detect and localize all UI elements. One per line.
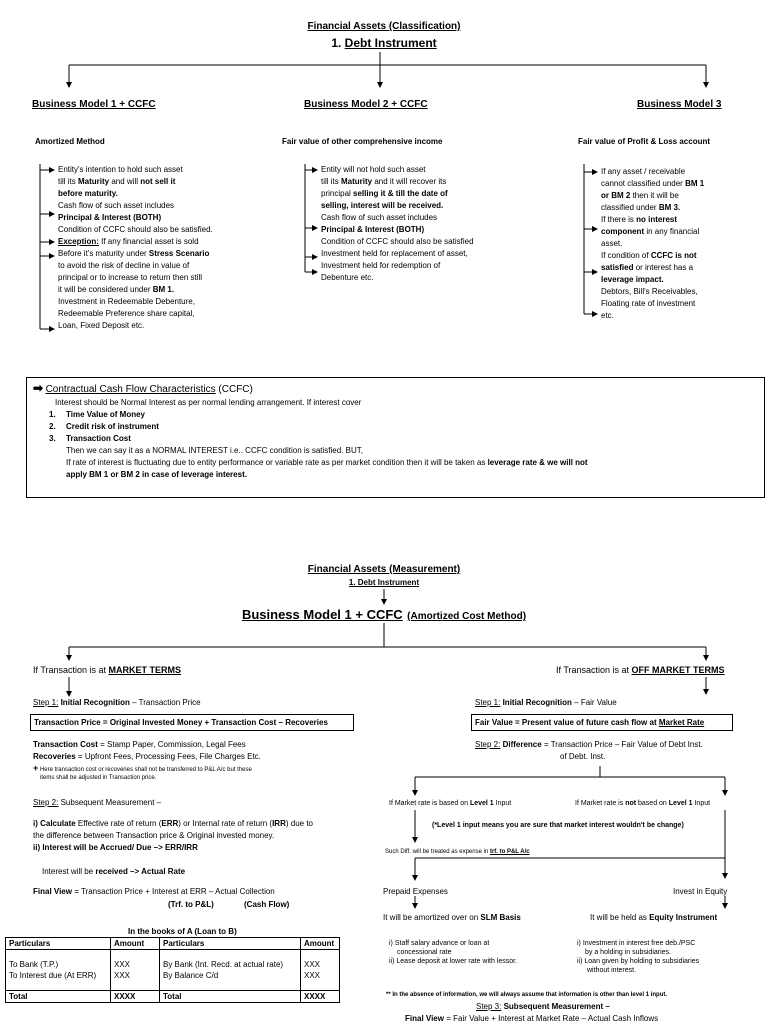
bm1-point-1: Entity's intention to hold such asset till its Maturity and will not sell it before maturity. <box>58 165 183 198</box>
transaction-price-formula: Transaction Price = Original Invested Money + Transaction Cost – Recoveries <box>30 714 354 731</box>
table-row <box>6 981 340 991</box>
bm1-point-2: Cash flow of such asset includes Principal & Interest (BOTH) <box>58 201 175 222</box>
adjustment-note: + Here transaction cost or recoveries shall not be transferred to P&L A/c but these items shall be adjusted in Transaction price. <box>33 763 252 781</box>
bm2-point-1: Entity will not hold such asset till its Maturity and it will recover its principal selling it & till the date of selling, interest will be received. <box>321 165 448 210</box>
prepaid-expenses: Prepaid Expenses <box>383 887 448 896</box>
level1-yes-branch: If Market rate is based on Level 1 Input <box>389 800 512 807</box>
bm3-point-2: If there is no interest component in any financial asset. <box>601 215 700 248</box>
left-final-view: Final View = Transaction Price + Interest at ERR – Actual Collection <box>33 887 275 896</box>
measurement-subtitle: 1. Debt Instrument <box>348 578 420 587</box>
bm3-point-3: If condition of CCFC is not satisfied or interest has a leverage impact. <box>601 251 697 284</box>
slm-amortization: It will be amortized over on SLM Basis <box>383 913 521 922</box>
bm2-point-4: Investment held for replacement of asset, Investment held for redemption of Debenture etc. <box>321 249 468 282</box>
ccfc-item: 3. Transaction Cost <box>49 434 131 443</box>
level1-note: (*Level 1 input means you are sure that market interest wouldn't be change) <box>432 822 684 829</box>
ccfc-item: 1. Time Value of Money <box>49 410 145 419</box>
bm1-type: Amortized Method <box>35 137 105 146</box>
bm3-type: Fair value of Profit & Loss account <box>578 137 711 146</box>
table-row: To Bank (T.P.) XXX By Bank (Int. Recd. at actual rate) XXX <box>6 959 340 970</box>
table-row: To Interest due (At ERR) XXX By Balance C/d XXX <box>6 970 340 981</box>
ccfc-line2: If rate of interest is fluctuating due to entity performance or variable rate as per market condition then it will be taken as leverage rate & we will not apply BM 1 or BM 2 in case of leverage interest. <box>66 458 588 479</box>
arrow-right-icon: ➡ <box>33 381 44 395</box>
ccfc-items <box>33 409 761 445</box>
classification-title: Financial Assets (Classification) <box>307 21 461 32</box>
right-step1: Step 1: Initial Recognition – Fair Value <box>475 698 617 707</box>
bm1-point-3: Condition of CCFC should also be satisfied. <box>58 225 213 234</box>
final-view-cash-note: (Cash Flow) <box>244 900 290 909</box>
absence-note: ** In the absence of information, we will always assume that information is other than level 1 input. <box>386 992 668 998</box>
err-calculation: i) Calculate Effective rate of return (ERR) or Internal rate of return (IRR) due to the difference between Transaction price & Original invested money. ii) Interest will be Accrued/ Due –> ERR/IRR <box>33 819 313 852</box>
subtitle-number: 1. <box>331 36 342 50</box>
bm2-points <box>321 164 521 284</box>
ccfc-item: 2. Credit risk of instrument <box>49 422 159 431</box>
bm3-point-1: If any asset / receivable cannot classified under BM 1 or BM 2 then it will be classified under BM 3. <box>601 167 705 212</box>
bm3-points <box>601 166 761 322</box>
bm1-heading: Business Model 1 + CCFC <box>32 99 156 110</box>
fair-value-formula: Fair Value = Present value of future cash flow at Market Rate <box>471 714 733 731</box>
ccfc-line1: Then we can say it as a NORMAL INTEREST i.e.. CCFC condition is satisfied. BUT, <box>66 446 363 455</box>
measurement-title: Financial Assets (Measurement) <box>307 564 461 575</box>
bm2-type: Fair value of other comprehensive income <box>282 137 443 146</box>
bm1-method-heading: Business Model 1 + CCFC (Amortized Cost Method) <box>241 607 527 622</box>
off-market-terms-case: If Transaction is at OFF MARKET TERMS <box>556 665 725 675</box>
ccfc-content <box>33 381 761 481</box>
equity-examples: i) Investment in interest free deb./PSC by a holding in subsidiaries. ii) Loan given by holding to subsidiaries without interest. <box>577 940 700 974</box>
bm1-point-4: Exception: If any financial asset is sold Before it's maturity under Stress Scenario to avoid the risk of decline in value of principal or to increase to return then still it will be considered under BM 1. <box>58 237 210 294</box>
ledger-table <box>5 937 340 1003</box>
ccfc-intro: Interest should be Normal Interest as per normal lending arrangement. If interest cover <box>55 398 362 407</box>
right-final-view: Final View = Fair Value + Interest at Market Rate – Actual Cash Inflows <box>405 1014 659 1023</box>
transaction-cost-def: Transaction Cost = Stamp Paper, Commission, Legal Fees <box>33 740 246 749</box>
bm2-heading: Business Model 2 + CCFC <box>304 99 428 110</box>
ccfc-heading: ➡ Contractual Cash Flow Characteristics (CCFC) <box>33 381 253 395</box>
bm3-point-4: Debtors, Bill's Receivables, Floating rate of investment etc. <box>601 287 698 320</box>
table-total-row: Total XXXX Total XXXX <box>6 991 340 1003</box>
bm1-point-5: Investment in Redeemable Debenture, Redeemable Preference share capital, Loan, Fixed Deposit etc. <box>58 297 195 330</box>
table-row <box>6 950 340 960</box>
expense-treatment: Such Diff. will be treated as expense in trf. to P&L A/c <box>385 849 530 855</box>
right-step3: Step 3: Subsequent Measurement – <box>476 1002 610 1011</box>
subtitle-text: Debt Instrument <box>344 36 437 50</box>
left-step1: Step 1: Initial Recognition – Transaction Price <box>33 698 201 707</box>
final-view-pl-note: (Trf. to P&L) <box>168 900 214 909</box>
interest-received: Interest will be received –> Actual Rate <box>42 867 186 876</box>
recoveries-def: Recoveries = Upfront Fees, Processing Fees, File Charges Etc. <box>33 752 261 761</box>
bm2-point-2: Cash flow of such asset includes Principal & Interest (BOTH) <box>321 213 438 234</box>
bm1-points <box>58 164 258 332</box>
left-step2: Step 2: Subsequent Measurement – <box>33 798 162 807</box>
bm3-heading: Business Model 3 <box>637 99 722 110</box>
invest-in-equity: Invest in Equity <box>673 887 728 896</box>
market-terms-case: If Transaction is at MARKET TERMS <box>33 665 182 675</box>
books-title: In the books of A (Loan to B) <box>128 927 237 936</box>
bm2-point-3: Condition of CCFC should also be satisfied <box>321 237 474 246</box>
table-header-row: Particulars Amount Particulars Amount <box>6 938 340 950</box>
equity-instrument: It will be held as Equity Instrument <box>590 913 718 922</box>
classification-subtitle <box>234 35 534 51</box>
prepaid-examples: i) Staff salary advance or loan at concessional rate ii) Lease deposit at lower rate with lessor. <box>389 940 518 965</box>
level1-no-branch: If Market rate is not based on Level 1 Input <box>575 800 711 807</box>
right-step2: Step 2: Difference = Transaction Price – Fair Value of Debt Inst. of Debt. Inst. <box>475 740 703 761</box>
